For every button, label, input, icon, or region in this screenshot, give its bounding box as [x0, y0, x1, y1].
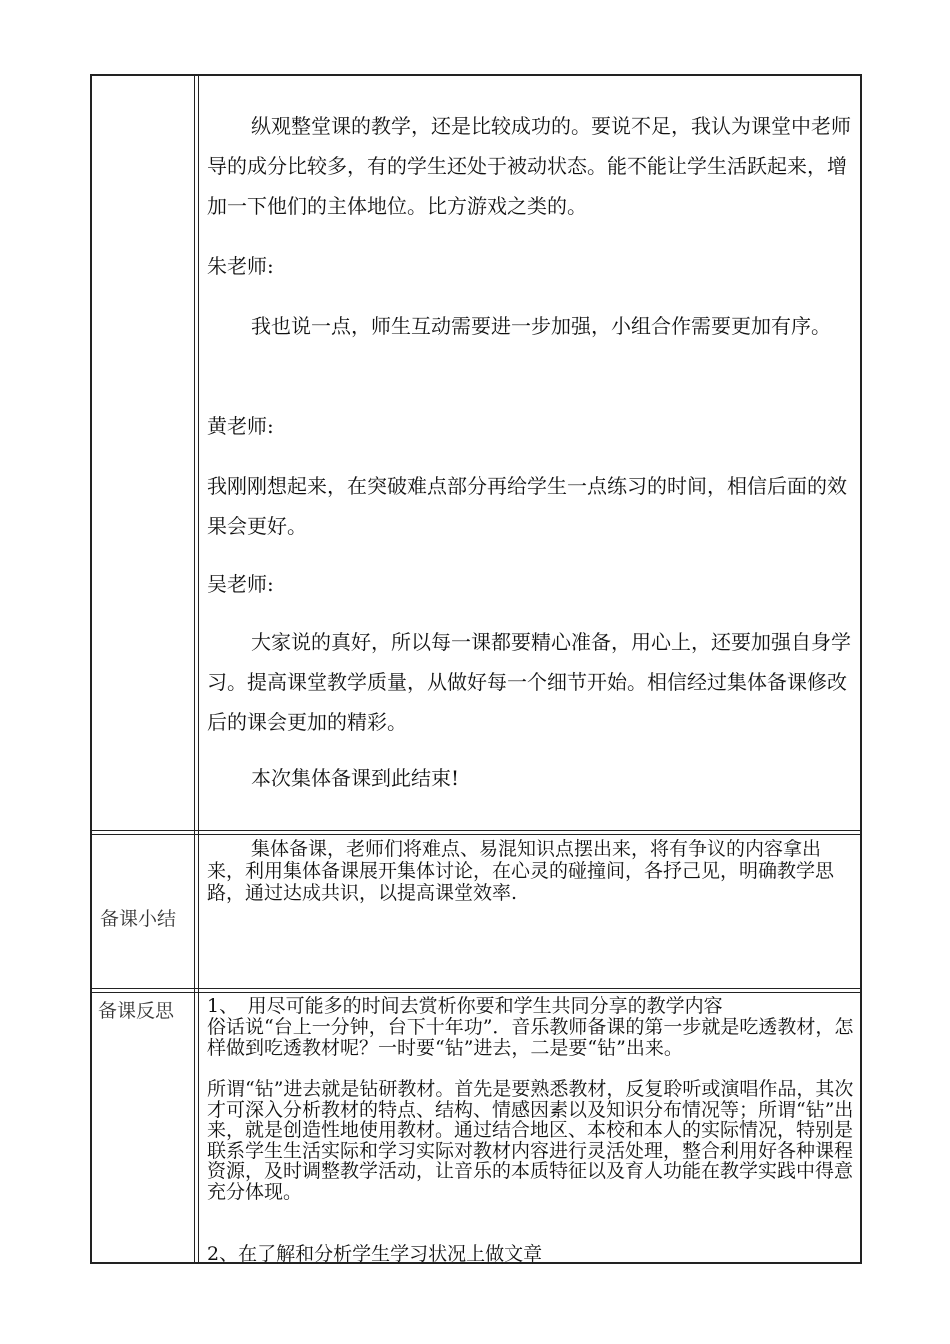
reflection-label: 备课反思	[98, 1000, 175, 1022]
reflection-paragraph: 所谓“钻”进去就是钻研教材。首先是要熟悉教材，反复聆听或演唱作品，其次才可深入分析教材的特点、结构、情感因素以及知识分布情况等；所谓“钻”出来，就是创造性地使用教材。通过结合地区、本校和本人的实际情况，特别是联系学生生活实际和学习实际对教材内容进行灵活处理，整合利用好各种课程资源，及时调整教学活动，让音乐的本质特征以及育人功能在教学实践中得意充分体现。	[207, 1078, 854, 1203]
reflection-paragraph: 俗话说“台上一分钟，台下十年功”．音乐教师备课的第一步就是吃透教材，怎样做到吃透教材呢？一时要“钻”进去，二是要“钻”出来。	[207, 1016, 854, 1059]
speaker-name: 朱老师:	[207, 254, 274, 278]
speaker-name: 黄老师:	[207, 414, 274, 438]
summary-text: 集体备课，老师们将难点、易混知识点摆出来，将有争议的内容拿出来，利用集体备课展开集体讨论，在心灵的碰撞间，各抒己见，明确教学思路，通过达成共识，以提高课堂效率.	[207, 838, 835, 904]
table-border-left	[90, 74, 92, 1264]
discussion-paragraph: 我也说一点，师生互动需要进一步加强，小组合作需要更加有序。	[251, 314, 831, 338]
column-divider	[194, 74, 195, 1264]
reflection-item: 2、在了解和分析学生学习状况上做文章	[207, 1243, 543, 1265]
closing-line: 本次集体备课到此结束!	[251, 766, 460, 790]
row-divider-2	[90, 988, 862, 989]
reflection-item: 1、 用尽可能多的时间去赏析你要和学生共同分享的教学内容	[207, 995, 723, 1017]
row-divider-2-inner	[90, 992, 862, 993]
discussion-paragraph: 纵观整堂课的教学，还是比较成功的。要说不足，我认为课堂中老师导的成分比较多，有的学生还处于被动状态。能不能让学生活跃起来，增加一下他们的主体地位。比方游戏之类的。	[207, 114, 851, 218]
speaker-name: 吴老师:	[207, 572, 274, 596]
discussion-paragraph: 大家说的真好，所以每一课都要精心准备，用心上，还要加强自身学习。提高课堂教学质量，从做好每一个细节开始。相信经过集体备课修改后的课会更加的精彩。	[207, 630, 851, 734]
summary-label: 备课小结	[100, 908, 177, 930]
row-divider-1	[90, 830, 862, 831]
column-divider-inner	[198, 74, 199, 1264]
table-border-top	[90, 74, 862, 76]
row-divider-1-inner	[90, 834, 862, 835]
table-border-right	[860, 74, 862, 1264]
discussion-paragraph: 我刚刚想起来，在突破难点部分再给学生一点练习的时间，相信后面的效果会更好。	[207, 474, 847, 538]
